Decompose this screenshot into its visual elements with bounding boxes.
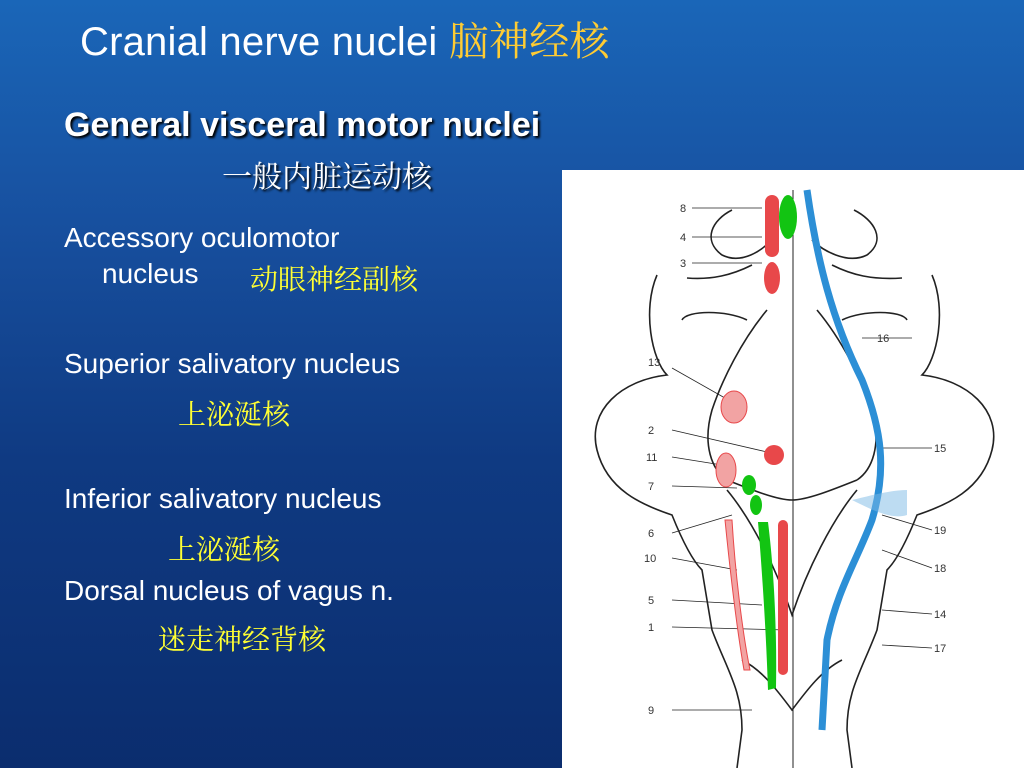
item-superior-salivatory-chinese: 上泌涎核	[178, 398, 291, 431]
label-10: 10	[644, 553, 657, 565]
label-19: 19	[934, 525, 947, 537]
item-accessory-oculomotor-chinese: 动眼神经副核	[250, 263, 419, 296]
label-17: 17	[934, 643, 947, 655]
label-7: 7	[648, 481, 655, 493]
nucleus-red-abducens	[764, 445, 784, 465]
label-1: 1	[648, 622, 655, 634]
page-title	[80, 10, 610, 67]
label-9: 9	[648, 705, 655, 717]
figure-labels-left	[644, 203, 686, 717]
label-5: 5	[648, 595, 655, 607]
nucleus-green-superior-salivatory	[742, 475, 756, 495]
label-11: 11	[646, 452, 658, 464]
label-3: 3	[680, 258, 687, 270]
label-14: 14	[934, 609, 947, 621]
title-english: Cranial nerve nuclei	[80, 20, 438, 64]
nucleus-green-inferior-salivatory	[750, 495, 762, 515]
nucleus-red-oculomotor	[765, 195, 779, 257]
label-16: 16	[877, 333, 890, 345]
nucleus-green-dorsal-vagus	[758, 522, 776, 690]
item-inferior-salivatory-chinese: 上泌涎核	[168, 533, 281, 566]
item-dorsal-vagus: Dorsal nucleus of vagus n.	[64, 575, 394, 606]
label-6: 6	[648, 528, 655, 540]
nucleus-pink-ambiguus	[725, 520, 750, 670]
item-accessory-oculomotor-line2: nucleus	[102, 258, 199, 289]
brainstem-illustration	[562, 170, 1024, 768]
item-superior-salivatory: Superior salivatory nucleus	[64, 348, 401, 379]
item-accessory-oculomotor-line1: Accessory oculomotor	[64, 222, 340, 253]
brainstem-outline	[595, 190, 993, 768]
label-13: 13	[648, 357, 661, 369]
nucleus-pink-facial	[716, 453, 736, 487]
nucleus-red-trochlear	[764, 262, 780, 294]
tract-blue-fibers	[852, 490, 907, 516]
nucleus-red-hypoglossal	[778, 520, 788, 675]
item-inferior-salivatory: Inferior salivatory nucleus	[64, 483, 382, 514]
title-chinese: 脑神经核	[448, 20, 610, 64]
section-heading: General visceral motor nuclei	[64, 106, 541, 144]
label-18: 18	[934, 563, 947, 575]
label-4: 4	[680, 232, 687, 244]
nucleus-green-accessory-oculomotor	[779, 195, 797, 239]
section-heading-chinese: 一般内脏运动核	[222, 160, 432, 195]
nucleus-pink-motor-trigeminal	[721, 391, 747, 423]
label-15: 15	[934, 443, 947, 455]
item-dorsal-vagus-chinese: 迷走神经背核	[158, 623, 327, 656]
brainstem-diagram	[562, 170, 1024, 768]
label-2: 2	[648, 425, 655, 437]
label-8: 8	[680, 203, 687, 215]
